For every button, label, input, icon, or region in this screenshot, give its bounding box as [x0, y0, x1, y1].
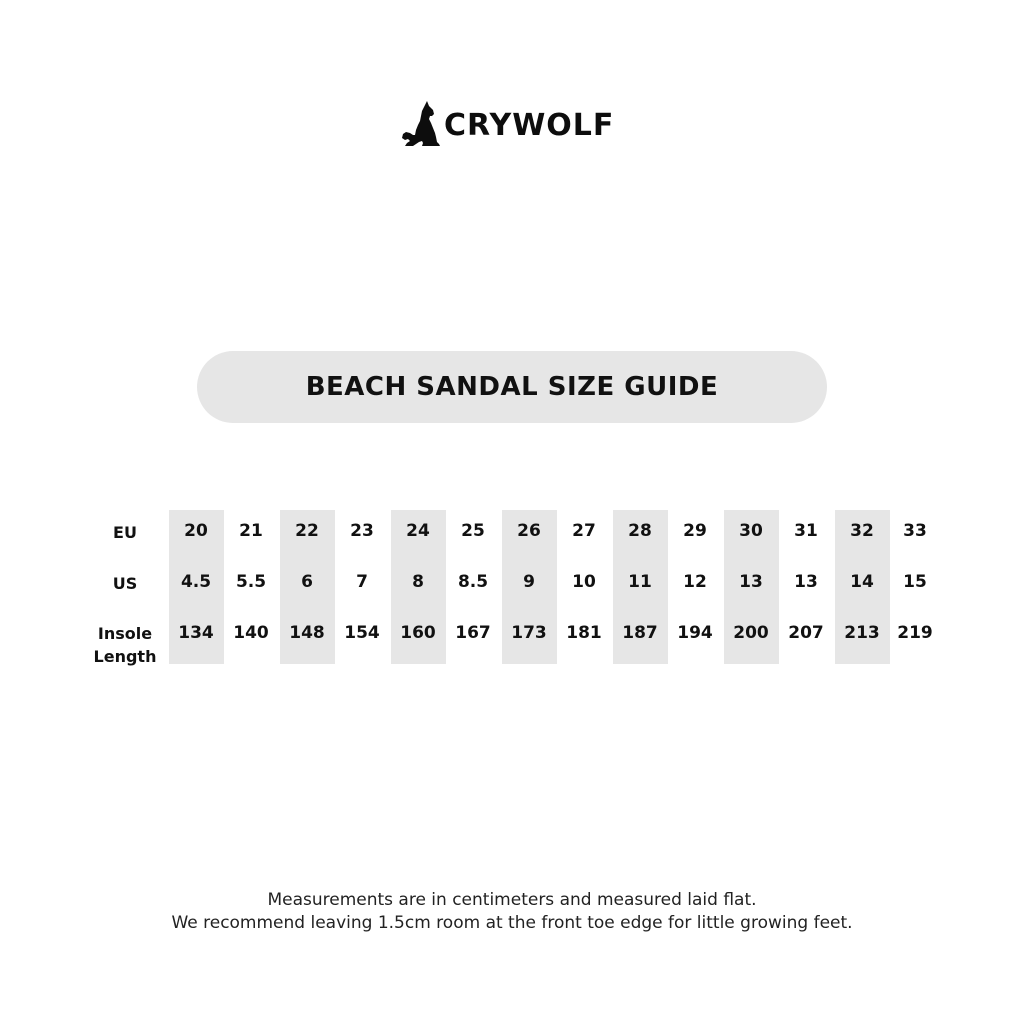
size-cell-us: 4.5: [180, 572, 212, 592]
size-cell-eu: 25: [461, 521, 485, 541]
note-measurements: Measurements are in centimeters and measured laid flat.: [267, 890, 757, 910]
size-cell-eu: 27: [572, 521, 596, 541]
size-cell-eu: 31: [794, 521, 818, 541]
size-cell-eu: 28: [628, 521, 652, 541]
size-cell-us: 7: [356, 572, 368, 592]
howling-wolf-icon: [400, 99, 440, 147]
size-cell-eu: 21: [239, 521, 263, 541]
size-cell-eu: 30: [739, 521, 763, 541]
size-cell-insole-length: 194: [677, 623, 713, 643]
size-cell-insole-length: 140: [233, 623, 269, 643]
size-cell-us: 10: [572, 572, 596, 592]
size-cell-eu: 22: [295, 521, 319, 541]
size-cell-insole-length: 167: [455, 623, 491, 643]
size-cell-insole-length: 160: [400, 623, 436, 643]
size-cell-us: 11: [628, 572, 652, 592]
size-cell-us: 14: [850, 572, 874, 592]
size-cell-eu: 33: [903, 521, 927, 541]
size-cell-eu: 20: [184, 521, 208, 541]
size-cell-insole-length: 213: [844, 623, 880, 643]
size-cell-insole-length: 148: [289, 623, 325, 643]
size-cell-insole-length: 219: [897, 623, 933, 643]
size-cell-eu: 24: [406, 521, 430, 541]
size-cell-us: 6: [301, 572, 313, 592]
size-cell-eu: 26: [517, 521, 541, 541]
size-cell-eu: 29: [683, 521, 707, 541]
size-cell-insole-length: 134: [178, 623, 214, 643]
size-cell-insole-length: 181: [566, 623, 602, 643]
size-cell-us: 9: [523, 572, 535, 592]
row-label-eu: EU: [113, 523, 137, 542]
size-table: [0, 510, 1024, 670]
row-label-insole: [86, 622, 164, 668]
size-cell-insole-length: 207: [788, 623, 824, 643]
size-cell-us: 13: [739, 572, 763, 592]
row-label-insole-line1: Insole: [97, 624, 153, 643]
note-recommendation: We recommend leaving 1.5cm room at the front toe edge for little growing feet.: [171, 913, 853, 933]
size-cell-insole-length: 200: [733, 623, 769, 643]
size-cell-insole-length: 187: [622, 623, 658, 643]
size-cell-eu: 32: [850, 521, 874, 541]
size-cell-insole-length: 154: [344, 623, 380, 643]
page-title: BEACH SANDAL SIZE GUIDE: [305, 372, 719, 402]
size-cell-us: 12: [683, 572, 707, 592]
brand-logo: [400, 98, 614, 148]
size-cell-us: 13: [794, 572, 818, 592]
title-banner: [197, 351, 827, 423]
row-label-us: US: [112, 574, 138, 593]
brand-name: CRYWOLF: [444, 108, 615, 143]
size-cell-insole-length: 173: [511, 623, 547, 643]
size-cell-eu: 23: [350, 521, 374, 541]
size-cell-us: 15: [903, 572, 927, 592]
size-cell-us: 5.5: [235, 572, 267, 592]
size-cell-us: 8: [412, 572, 424, 592]
row-label-insole-line2: Length: [93, 647, 157, 666]
size-cell-us: 8.5: [457, 572, 489, 592]
